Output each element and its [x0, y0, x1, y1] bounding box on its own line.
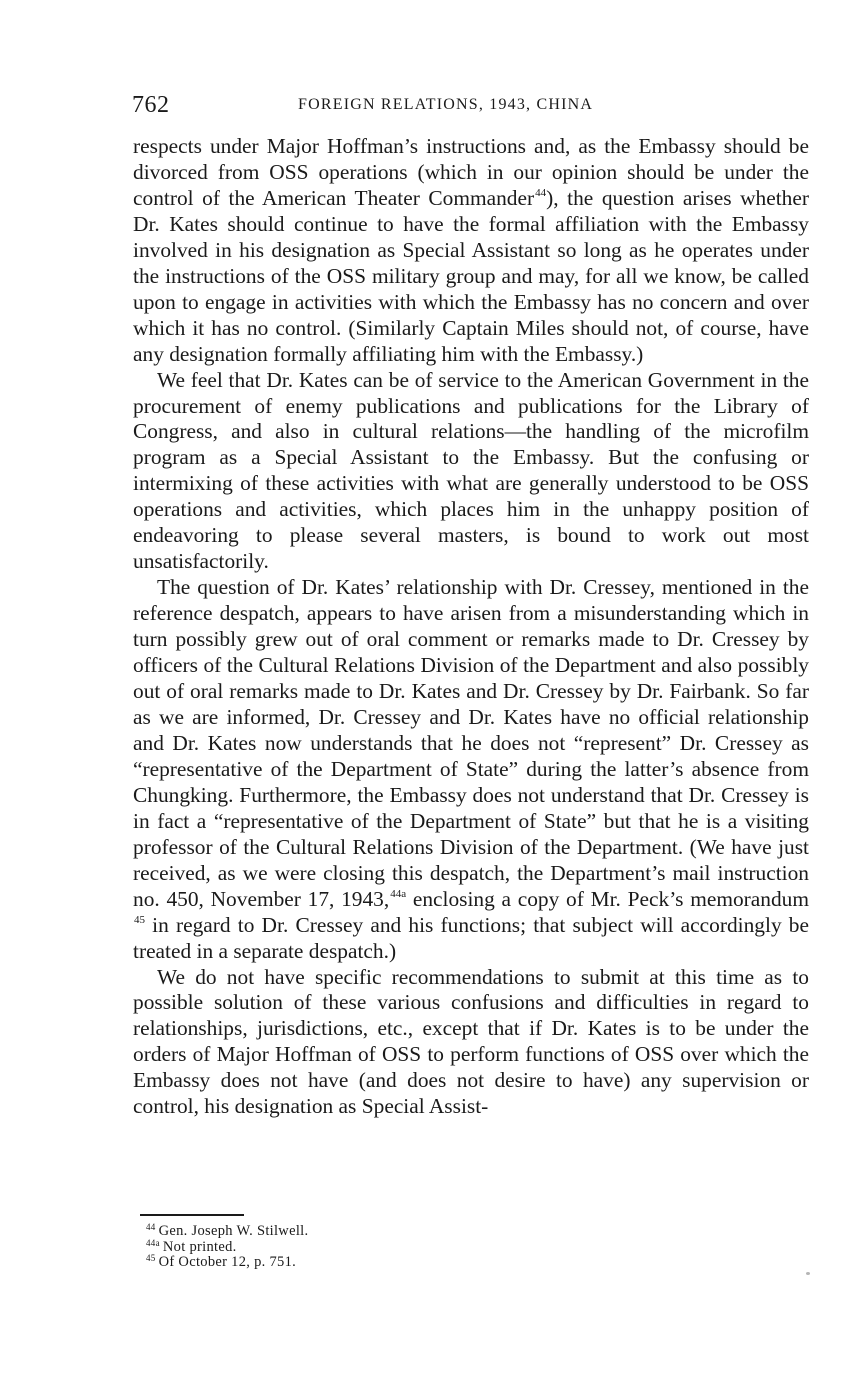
- paragraph-1-text-a: respects under Major Hoffman’s instructions and, as the Embassy should be divorced from OSS operations (which in our opinion should be under the control of the American Theater Commander: [133, 134, 809, 210]
- footnote-44: [146, 1224, 646, 1240]
- page-number: 762: [132, 92, 170, 118]
- footnote-text: Of October 12, p. 751.: [158, 1254, 297, 1270]
- footnote-ref-44: 44: [535, 186, 547, 199]
- paragraph-3-text-b: enclosing a copy of Mr. Peck’s memorandum: [406, 886, 809, 911]
- running-head-title: FOREIGN RELATIONS, 1943, CHINA: [298, 96, 594, 113]
- footnotes: [146, 1224, 646, 1271]
- document-body: [133, 134, 809, 1120]
- page-header: [132, 92, 812, 126]
- footnote-text: Gen. Joseph W. Stilwell.: [158, 1223, 309, 1239]
- paragraph-4: We do not have specific recommendations to submit at this time as to possible solution of these various confusions and difficulties in regard to relationships, jurisdictions, etc., except that if Dr. Kates is to be under the orders of Major Hoffman of OSS to perform functions of OSS over which the Embassy does not have (and does not desire to have) any supervision or control, his designation as Special Assist-: [133, 964, 809, 1119]
- footnote-text: Not printed.: [162, 1238, 237, 1255]
- footnote-ref-45: 45: [134, 913, 145, 926]
- footnote-mark: 44: [146, 1222, 156, 1232]
- paragraph-2: We feel that Dr. Kates can be of service to the American Government in the procurement of enemy publications and publications for the Library of Congress, and also in cultural relations—the handling of the microfilm program as a Special Assistant to the Embassy. But the confusing or intermixing of these activities with what are generally understood to be OSS operations and activities, which places him in the unhappy position of endeavoring to please several masters, is bound to work out most unsatisfactorily.: [133, 367, 809, 574]
- footnote-mark: 44a: [146, 1237, 160, 1248]
- paragraph-1-text-b: ), the question arises whether Dr. Kates should continue to have the formal affiliation with the Embassy involved in his designation as Special Assistant so long as he operates under the instructions of the OSS military group and may, for all we know, be called upon to engage in activities with which the Embassy has no concern and over which it has no control. (Similarly Captain Miles should not, of course, have any designation formally affiliating him with the Embassy.): [133, 185, 809, 366]
- footnote-divider: [140, 1214, 244, 1216]
- paragraph-1: [133, 134, 809, 368]
- footnote-ref-44a: 44a: [390, 887, 407, 900]
- footnote-mark: 45: [146, 1253, 156, 1263]
- footnote-44a: [146, 1237, 646, 1256]
- paragraph-3-text-a: The question of Dr. Kates’ relationship with Dr. Cressey, mentioned in the reference despatch, appears to have arisen from a misunderstanding which in turn possibly grew out of oral comment or remarks made to Dr. Cressey by officers of the Cultural Relations Division of the Department and also possibly out of oral remarks made to Dr. Kates and Dr. Cressey by Dr. Fairbank. So far as we are informed, Dr. Cressey and Dr. Kates have no official relationship and Dr. Kates now understands that he does not “represent” Dr. Cressey as “representative of the Department of State” during the latter’s absence from Chungking. Furthermore, the Embassy does not understand that Dr. Cressey is in fact a “representative of the Department of State” but that he is a visiting professor of the Cultural Relations Division of the Department. (We have just received, as we were closing this despatch, the Department’s mail instruction no. 450, November 17, 1943,: [133, 575, 809, 911]
- footnote-45: [146, 1255, 646, 1271]
- paragraph-3-text-c: in regard to Dr. Cressey and his functions; that subject will accordingly be treated in a separate despatch.): [133, 912, 809, 963]
- scan-speck: [806, 1272, 810, 1275]
- paragraph-3: [133, 575, 809, 964]
